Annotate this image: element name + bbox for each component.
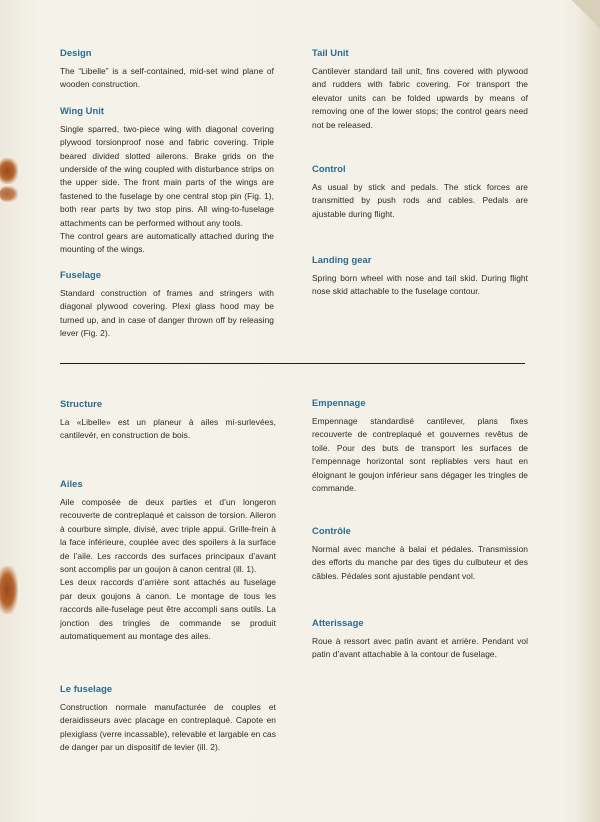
- section-text: As usual by stick and pedals. The stick forces are transmitted by push rods and cables. Pedals are ajustable during flight.: [312, 182, 528, 219]
- section-ailes: [60, 478, 276, 643]
- section-fuselage: [60, 269, 274, 341]
- section-text: Normal avec manche à balai et pédales. Transmission des efforts du manche par des tiges du culbuteur et des câbles. Pédales sont ajustable pendant vol.: [312, 544, 528, 581]
- english-left-column: [60, 47, 274, 341]
- section-atterissage: [312, 617, 528, 662]
- section-text: Construction normale manufacturée de couples et deraidisseurs avec placage en contreplaqué. Capote en plexiglass (verre incassable), relevable et largable en cas de danger par un dispositif de levier (ill. 2).: [60, 702, 276, 753]
- section-controle: [312, 525, 528, 583]
- section-heading: Tail Unit: [312, 47, 349, 58]
- section-text: Aile composée de deux parties et d’un longeron recouverte de contreplaqué et caisson de torsion. Aileron à courbure simple, divisé, avec triple appui. Grille-frein à la face inférieure, couplée avec des spoilers à la surface de l’aile. Les raccords des surfaces principaux d’avant sont accomplis par un goujon à canon central (ill. 1).: [60, 497, 276, 575]
- section-divider: [60, 363, 525, 364]
- section-landing-gear: [312, 254, 528, 299]
- section-heading: Contrôle: [312, 525, 351, 536]
- section-heading: Empennage: [312, 397, 366, 408]
- section-heading: Ailes: [60, 478, 83, 489]
- section-empennage: [312, 397, 528, 495]
- section-text: Standard construction of frames and stringers with diagonal plywood covering. Plexi glass hood may be turned up, and in case of danger thrown off by releasing lever (Fig. 2).: [60, 287, 274, 339]
- section-tail-unit: [312, 47, 528, 132]
- english-right-column: [312, 47, 528, 297]
- section-text: Spring born wheel with nose and tail skid. During flight nose skid attachable to the fuselage contour.: [312, 273, 528, 297]
- section-heading: Control: [312, 163, 346, 174]
- section-design: [60, 47, 274, 92]
- binding-hole-mark: [0, 566, 18, 614]
- section-text: Roue à ressort avec patin avant et arrière. Pendant vol patin d’avant attachable à la contour de fuselage.: [312, 636, 528, 660]
- section-heading: Design: [60, 47, 92, 58]
- section-heading: Structure: [60, 398, 103, 409]
- section-wing-unit: [60, 105, 274, 257]
- section-text: Empennage standardisé cantilever, plans fixes recouverte de contreplaqué et gouvernes revêtus de toile. Pour des buts de transport les surfaces de l’empennage horizontal sont repliables vers haut en éloignant le goujon inférieur sans dégager les tringles de commande.: [312, 416, 528, 494]
- section-text: The “Libelle” is a self-contained, mid-set wind plane of wooden construction.: [60, 66, 274, 90]
- section-heading: Fuselage: [60, 268, 102, 280]
- section-heading: Atterissage: [312, 617, 364, 628]
- section-heading: Landing gear: [312, 254, 372, 265]
- section-control: [312, 163, 528, 221]
- section-text: The control gears are automatically attached during the mounting of the wings.: [60, 231, 274, 255]
- binding-hole-mark: [0, 186, 18, 202]
- section-text: Les deux raccords d’arrière sont attachés au fuselage par deux goujons à canon. Le montage de tous les raccords aile-fuselage peut être accompli sans outils. La jonction des tringles de commande se produit automatiquement au montage des ailes.: [60, 577, 276, 642]
- french-left-column: [60, 398, 276, 753]
- section-text: La «Libelle» est un planeur à ailes mi-surlevées, cantilevér, en construction de bois.: [60, 417, 276, 441]
- section-heading: Wing Unit: [60, 104, 105, 116]
- section-text: Cantilever standard tail unit, fins covered with plywood and rudders with fabric covering. For transport the elevator units can be folded upwards by means of removing one of the lower stops; the control gears need not be released.: [312, 66, 528, 130]
- paper-edge-shading: [578, 0, 600, 822]
- section-heading: Le fuselage: [60, 683, 113, 694]
- section-le-fuselage: [60, 683, 276, 755]
- french-right-column: [312, 397, 528, 660]
- binding-hole-mark: [0, 158, 18, 184]
- paper-corner-fold: [560, 0, 600, 40]
- section-text: Single sparred, two-piece wing with diagonal covering plywood torsionproof nose and fabric covering. Triple beared divided slotted ailerons. Brake grids on the underside of the wing coupled with disturbance strips on the upper side. The front main parts of the wings are fastened to the fuselage by one central stop pin (Fig. 1), both rear parts by two stop pins. All wing-to-fuselage attachments can be performed without any tools.: [60, 123, 274, 228]
- section-structure: [60, 398, 276, 443]
